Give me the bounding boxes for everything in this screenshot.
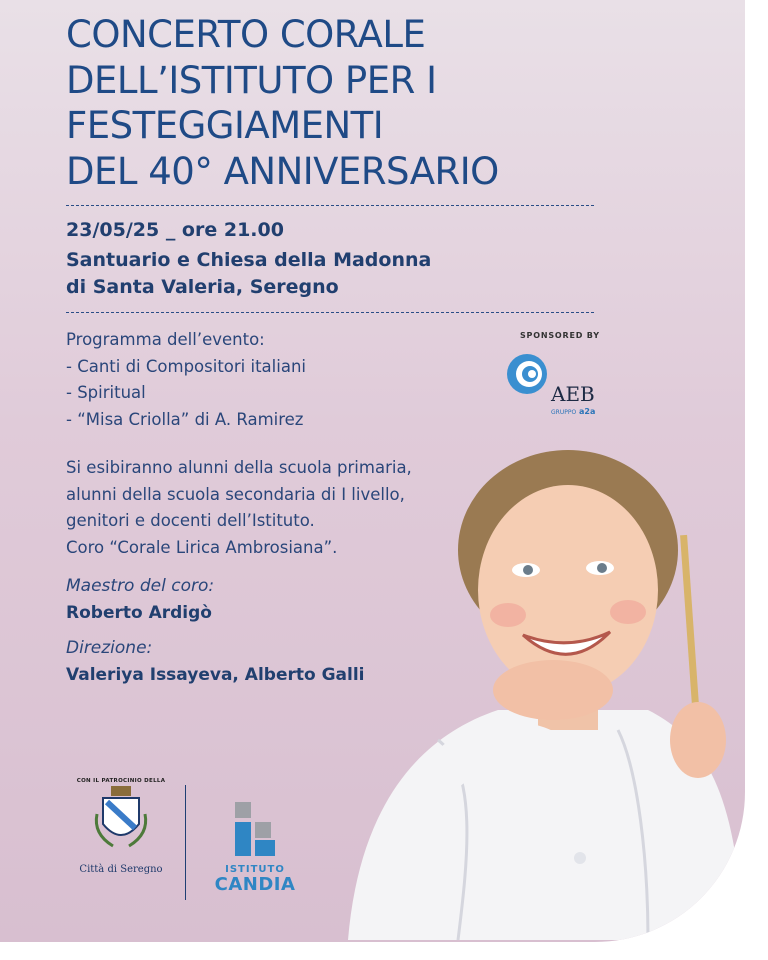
divider xyxy=(185,785,186,900)
direzione-names: Valeriya Issayeva, Alberto Galli xyxy=(66,665,365,685)
program-section xyxy=(66,327,306,433)
divider xyxy=(66,312,594,313)
title-line: DELL’ISTITUTO PER I xyxy=(66,58,437,102)
event-datetime: 23/05/25 _ ore 21.00 xyxy=(66,219,284,241)
title-line: CONCERTO CORALE xyxy=(66,13,426,56)
title-line: FESTEGGIAMENTI xyxy=(66,104,384,147)
poster-title xyxy=(66,12,666,194)
program-heading: Programma dell’evento: xyxy=(66,330,265,349)
performers-line: alunni della scuola secondaria di I livello, xyxy=(66,484,405,504)
coat-of-arms-icon xyxy=(91,784,151,854)
program-item: - Canti di Compositori italiani xyxy=(66,356,306,376)
patronage-block xyxy=(66,778,176,898)
event-place: di Santa Valeria, Seregno xyxy=(66,276,339,298)
candia-logo-icon xyxy=(225,800,285,858)
patronage-label: CON IL PATROCINIO DELLA xyxy=(76,778,166,784)
performers-line: Coro “Corale Lirica Ambrosiana”. xyxy=(66,537,338,557)
event-place: Santuario e Chiesa della Madonna xyxy=(66,249,432,271)
performers-line: genitori e docenti dell’Istituto. xyxy=(66,511,315,530)
maestro-name: Roberto Ardigò xyxy=(66,603,212,623)
aeb-group-name: a2a xyxy=(579,407,596,416)
performers-line: Si esibiranno alunni della scuola primaria, xyxy=(66,458,412,477)
child-photo xyxy=(318,440,745,942)
aeb-group-prefix: GRUPPO xyxy=(551,409,577,416)
patronage-city: Città di Seregno xyxy=(79,864,163,875)
istituto-candia-logo xyxy=(205,800,305,900)
program-item: - Spiritual xyxy=(66,383,146,402)
program-item: - “Misa Criolla” di A. Ramirez xyxy=(66,409,304,429)
candia-name: CANDIA xyxy=(214,874,296,895)
sponsor-label: SPONSORED BY xyxy=(520,331,600,340)
maestro-label: Maestro del coro: xyxy=(66,576,215,596)
aeb-name: AEB xyxy=(551,382,595,406)
candia-sub: ISTITUTO xyxy=(225,864,285,875)
direzione-label: Direzione: xyxy=(66,638,153,658)
aeb-logo xyxy=(505,352,597,418)
divider xyxy=(66,205,594,206)
title-line: DEL 40° ANNIVERSARIO xyxy=(66,149,499,193)
